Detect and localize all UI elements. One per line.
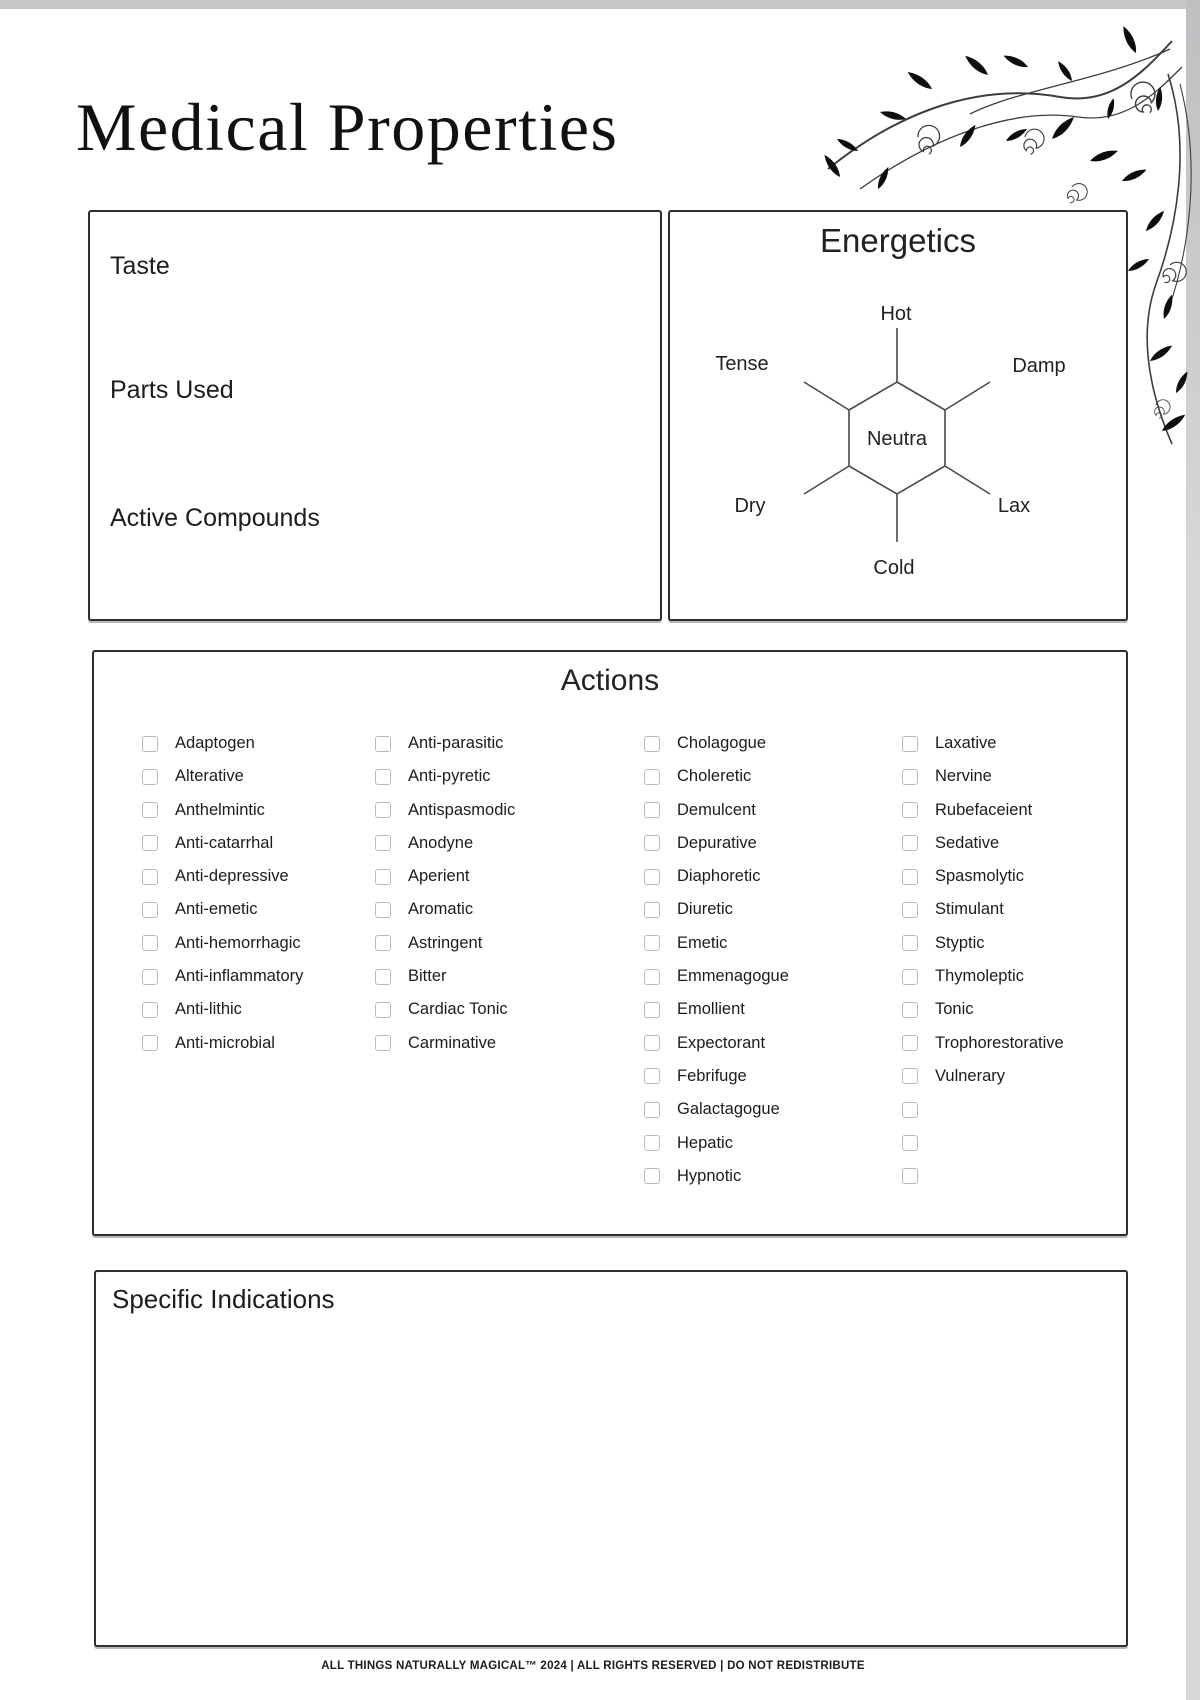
action-label: Bitter — [408, 967, 447, 986]
action-checkbox[interactable] — [375, 736, 391, 752]
action-item — [375, 901, 610, 918]
actions-column-3 — [644, 735, 879, 1201]
action-checkbox[interactable] — [375, 802, 391, 818]
action-label: Choleretic — [677, 767, 752, 786]
action-checkbox[interactable] — [902, 1135, 918, 1151]
action-checkbox[interactable] — [902, 1002, 918, 1018]
action-checkbox[interactable] — [902, 835, 918, 851]
action-item — [644, 1001, 879, 1018]
actions-column-2 — [375, 735, 610, 1068]
specific-indications-title: Specific Indications — [112, 1284, 335, 1314]
action-item — [644, 1168, 879, 1185]
action-checkbox[interactable] — [375, 769, 391, 785]
action-checkbox[interactable] — [902, 969, 918, 985]
action-checkbox[interactable] — [644, 1002, 660, 1018]
action-item — [375, 868, 610, 885]
action-label: Antispasmodic — [408, 800, 516, 819]
action-item — [142, 835, 377, 852]
action-checkbox[interactable] — [644, 935, 660, 951]
action-label: Expectorant — [677, 1033, 766, 1052]
action-label: Nervine — [935, 767, 992, 786]
action-item — [902, 835, 1137, 852]
action-item — [142, 768, 377, 785]
action-item — [142, 1035, 377, 1052]
action-label: Spasmolytic — [935, 867, 1024, 886]
action-checkbox[interactable] — [902, 935, 918, 951]
parts-used-label: Parts Used — [110, 376, 234, 404]
action-checkbox[interactable] — [142, 869, 158, 885]
action-checkbox[interactable] — [375, 1035, 391, 1051]
action-checkbox[interactable] — [644, 802, 660, 818]
action-checkbox[interactable] — [644, 1168, 660, 1184]
action-checkbox[interactable] — [142, 769, 158, 785]
energetics-center-label: Neutra — [866, 428, 928, 450]
action-checkbox[interactable] — [375, 935, 391, 951]
action-item — [644, 1068, 879, 1085]
action-label: Sedative — [935, 833, 1000, 852]
action-label: Anodyne — [408, 833, 474, 852]
action-item — [375, 768, 610, 785]
energetics-label-damp: Damp — [1012, 355, 1066, 377]
action-label: Anti-depressive — [175, 867, 289, 886]
action-item — [902, 968, 1137, 985]
action-checkbox[interactable] — [902, 1102, 918, 1118]
action-item — [902, 1168, 1137, 1185]
action-checkbox[interactable] — [644, 1135, 660, 1151]
action-item — [902, 768, 1137, 785]
action-item — [142, 935, 377, 952]
taste-label: Taste — [110, 252, 170, 280]
action-checkbox[interactable] — [142, 835, 158, 851]
action-label: Emmenagogue — [677, 967, 789, 986]
action-label: Stimulant — [935, 900, 1004, 919]
actions-column-1 — [142, 735, 377, 1068]
action-checkbox[interactable] — [644, 902, 660, 918]
action-item — [644, 968, 879, 985]
action-checkbox[interactable] — [902, 736, 918, 752]
action-item — [375, 735, 610, 752]
action-label: Galactagogue — [677, 1100, 780, 1119]
action-label: Diuretic — [677, 900, 733, 919]
action-checkbox[interactable] — [375, 1002, 391, 1018]
action-label: Anthelmintic — [175, 800, 265, 819]
action-checkbox[interactable] — [902, 769, 918, 785]
action-label: Hypnotic — [677, 1166, 742, 1185]
action-checkbox[interactable] — [902, 869, 918, 885]
action-label: Febrifuge — [677, 1066, 747, 1085]
action-label: Aperient — [408, 867, 470, 886]
action-item — [644, 1101, 879, 1118]
action-item — [644, 935, 879, 952]
action-item — [644, 868, 879, 885]
action-item — [644, 802, 879, 819]
action-item — [902, 735, 1137, 752]
action-label: Anti-catarrhal — [175, 833, 274, 852]
actions-column-4 — [902, 735, 1137, 1201]
action-item — [375, 1001, 610, 1018]
action-checkbox[interactable] — [902, 1035, 918, 1051]
action-label: Demulcent — [677, 800, 756, 819]
action-label: Aromatic — [408, 900, 474, 919]
action-checkbox[interactable] — [142, 802, 158, 818]
action-label: Styptic — [935, 933, 985, 952]
action-checkbox[interactable] — [142, 935, 158, 951]
action-label: Carminative — [408, 1033, 497, 1052]
actions-section — [92, 650, 1128, 1236]
action-item — [902, 1068, 1137, 1085]
action-label: Astringent — [408, 933, 483, 952]
action-label: Hepatic — [677, 1133, 733, 1152]
energetics-label-tense: Tense — [715, 353, 769, 375]
action-item — [644, 1135, 879, 1152]
action-label: Vulnerary — [935, 1066, 1006, 1085]
specific-indications-section — [94, 1270, 1128, 1647]
action-label: Rubefaceient — [935, 800, 1033, 819]
action-checkbox[interactable] — [375, 869, 391, 885]
action-checkbox[interactable] — [902, 802, 918, 818]
action-label: Trophorestorative — [935, 1033, 1064, 1052]
action-item — [644, 835, 879, 852]
action-checkbox[interactable] — [644, 769, 660, 785]
energetics-label-lax: Lax — [997, 495, 1031, 517]
energetics-section — [668, 210, 1128, 621]
action-item — [902, 1135, 1137, 1152]
active-compounds-label: Active Compounds — [110, 504, 320, 532]
page-edge-top — [0, 0, 1200, 9]
action-label: Cholagogue — [677, 734, 766, 752]
action-label: Emollient — [677, 1000, 745, 1019]
action-label: Laxative — [935, 734, 997, 752]
action-checkbox[interactable] — [375, 902, 391, 918]
action-checkbox[interactable] — [142, 736, 158, 752]
action-item — [644, 768, 879, 785]
action-label: Anti-pyretic — [408, 767, 491, 786]
action-label: Adaptogen — [175, 734, 255, 752]
action-checkbox[interactable] — [644, 736, 660, 752]
action-checkbox[interactable] — [375, 969, 391, 985]
action-label: Alterative — [175, 767, 244, 786]
action-item — [902, 901, 1137, 918]
action-label: Diaphoretic — [677, 867, 761, 886]
properties-section — [88, 210, 662, 621]
action-checkbox[interactable] — [142, 1002, 158, 1018]
action-item — [644, 735, 879, 752]
action-label: Tonic — [935, 1000, 974, 1019]
action-label: Anti-microbial — [175, 1033, 275, 1052]
action-item — [902, 935, 1137, 952]
action-checkbox[interactable] — [644, 1035, 660, 1051]
page-title: Medical Properties — [76, 89, 619, 165]
action-checkbox[interactable] — [644, 969, 660, 985]
action-item — [142, 802, 377, 819]
action-item — [902, 1035, 1137, 1052]
action-item — [375, 935, 610, 952]
action-item — [902, 1101, 1137, 1118]
energetics-label-dry: Dry — [734, 495, 766, 517]
energetics-label-cold: Cold — [873, 557, 915, 579]
action-item — [142, 901, 377, 918]
action-checkbox[interactable] — [644, 1102, 660, 1118]
action-checkbox[interactable] — [142, 902, 158, 918]
action-item — [644, 901, 879, 918]
action-item — [142, 868, 377, 885]
action-item — [902, 1001, 1137, 1018]
action-item — [142, 968, 377, 985]
action-item — [375, 835, 610, 852]
action-label: Thymoleptic — [935, 967, 1024, 986]
action-checkbox[interactable] — [375, 835, 391, 851]
action-item — [375, 802, 610, 819]
action-label: Anti-hemorrhagic — [175, 933, 301, 952]
action-checkbox[interactable] — [902, 1068, 918, 1084]
action-label: Emetic — [677, 933, 728, 952]
action-label: Anti-parasitic — [408, 734, 504, 752]
action-checkbox[interactable] — [644, 869, 660, 885]
action-label: Anti-inflammatory — [175, 967, 304, 986]
action-checkbox[interactable] — [142, 1035, 158, 1051]
action-item — [142, 735, 377, 752]
action-label: Anti-lithic — [175, 1000, 242, 1019]
action-label: Depurative — [677, 833, 757, 852]
action-checkbox[interactable] — [644, 835, 660, 851]
action-label: Cardiac Tonic — [408, 1000, 508, 1019]
actions-title: Actions — [560, 664, 660, 697]
action-item — [902, 802, 1137, 819]
footer-text: ALL THINGS NATURALLY MAGICAL™ 2024 | ALL RIGHTS RESERVED | DO NOT REDISTRIBUTE — [321, 1660, 865, 1672]
action-item — [375, 1035, 610, 1052]
action-checkbox[interactable] — [142, 969, 158, 985]
energetics-label-hot: Hot — [880, 303, 912, 325]
action-checkbox[interactable] — [902, 1168, 918, 1184]
action-item — [644, 1035, 879, 1052]
action-checkbox[interactable] — [644, 1068, 660, 1084]
action-item — [375, 968, 610, 985]
action-item — [902, 868, 1137, 885]
action-checkbox[interactable] — [902, 902, 918, 918]
energetics-title: Energetics — [820, 222, 976, 259]
energetics-hexagon-diagram — [670, 212, 1126, 619]
action-label: Anti-emetic — [175, 900, 258, 919]
action-item — [142, 1001, 377, 1018]
